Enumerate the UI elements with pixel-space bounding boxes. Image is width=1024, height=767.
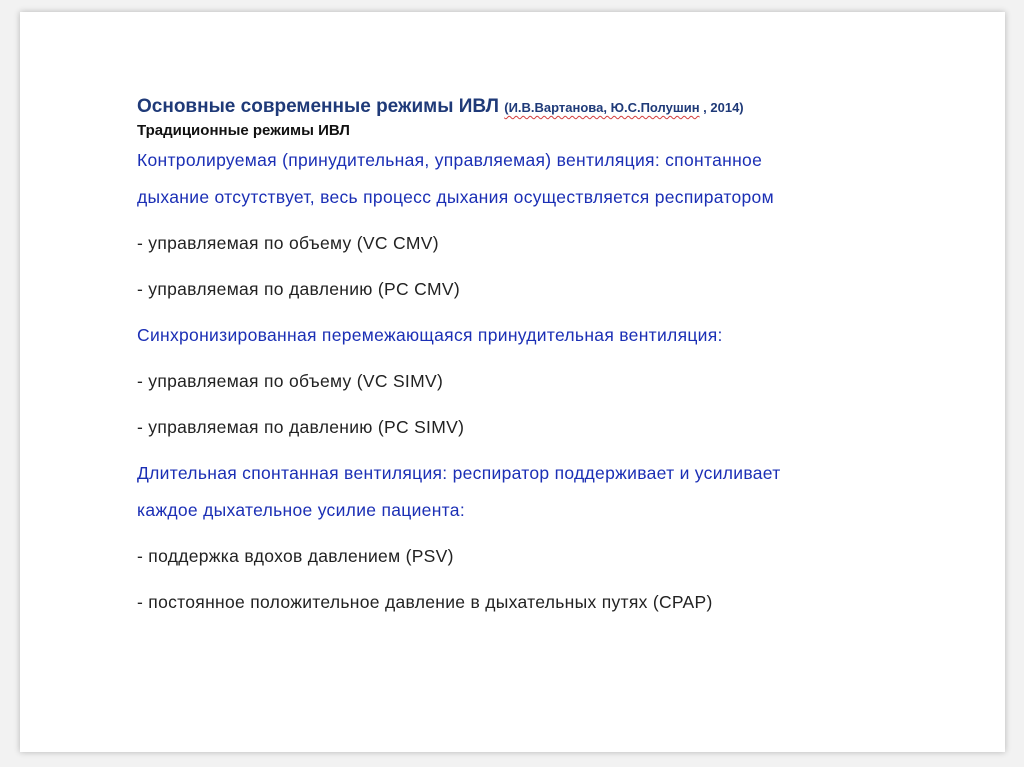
slide	[20, 12, 1005, 752]
controlled-ventilation-heading-line-1: Контролируемая (принудительная, управляемая) вентиляция: спонтанное	[137, 150, 763, 170]
list-item: - управляемая по объему (VC CMV)	[137, 233, 439, 253]
slide-title-citation	[504, 100, 743, 115]
list-item: - поддержка вдохов давлением (PSV)	[137, 546, 454, 566]
list-item: - управляемая по давлению (PC CMV)	[137, 279, 460, 299]
spontaneous-ventilation-heading-line-1: Длительная спонтанная вентиляция: респиратор поддерживает и усиливает	[137, 463, 781, 483]
slide-subtitle: Традиционные режимы ИВЛ	[137, 122, 350, 139]
slide-content	[137, 96, 957, 614]
simv-heading: Синхронизированная перемежающаяся принудительная вентиляция:	[137, 325, 723, 345]
spontaneous-ventilation-heading-line-2: каждое дыхательное усилие пациента:	[137, 500, 465, 520]
citation-year: , 2014)	[699, 100, 744, 115]
slide-body	[137, 149, 957, 614]
list-item: - управляемая по объему (VC SIMV)	[137, 371, 444, 391]
slide-title	[137, 96, 957, 119]
slide-title-main: Основные современные режимы ИВЛ	[137, 96, 499, 117]
citation-names: (И.В.Вартанова, Ю.С.Полушин	[504, 100, 700, 115]
list-item: - управляемая по давлению (PC SIMV)	[137, 417, 465, 437]
list-item: - постоянное положительное давление в дыхательных путях (CPAP)	[137, 592, 713, 612]
controlled-ventilation-heading-line-2: дыхание отсутствует, весь процесс дыхания осуществляется респиратором	[137, 187, 774, 207]
